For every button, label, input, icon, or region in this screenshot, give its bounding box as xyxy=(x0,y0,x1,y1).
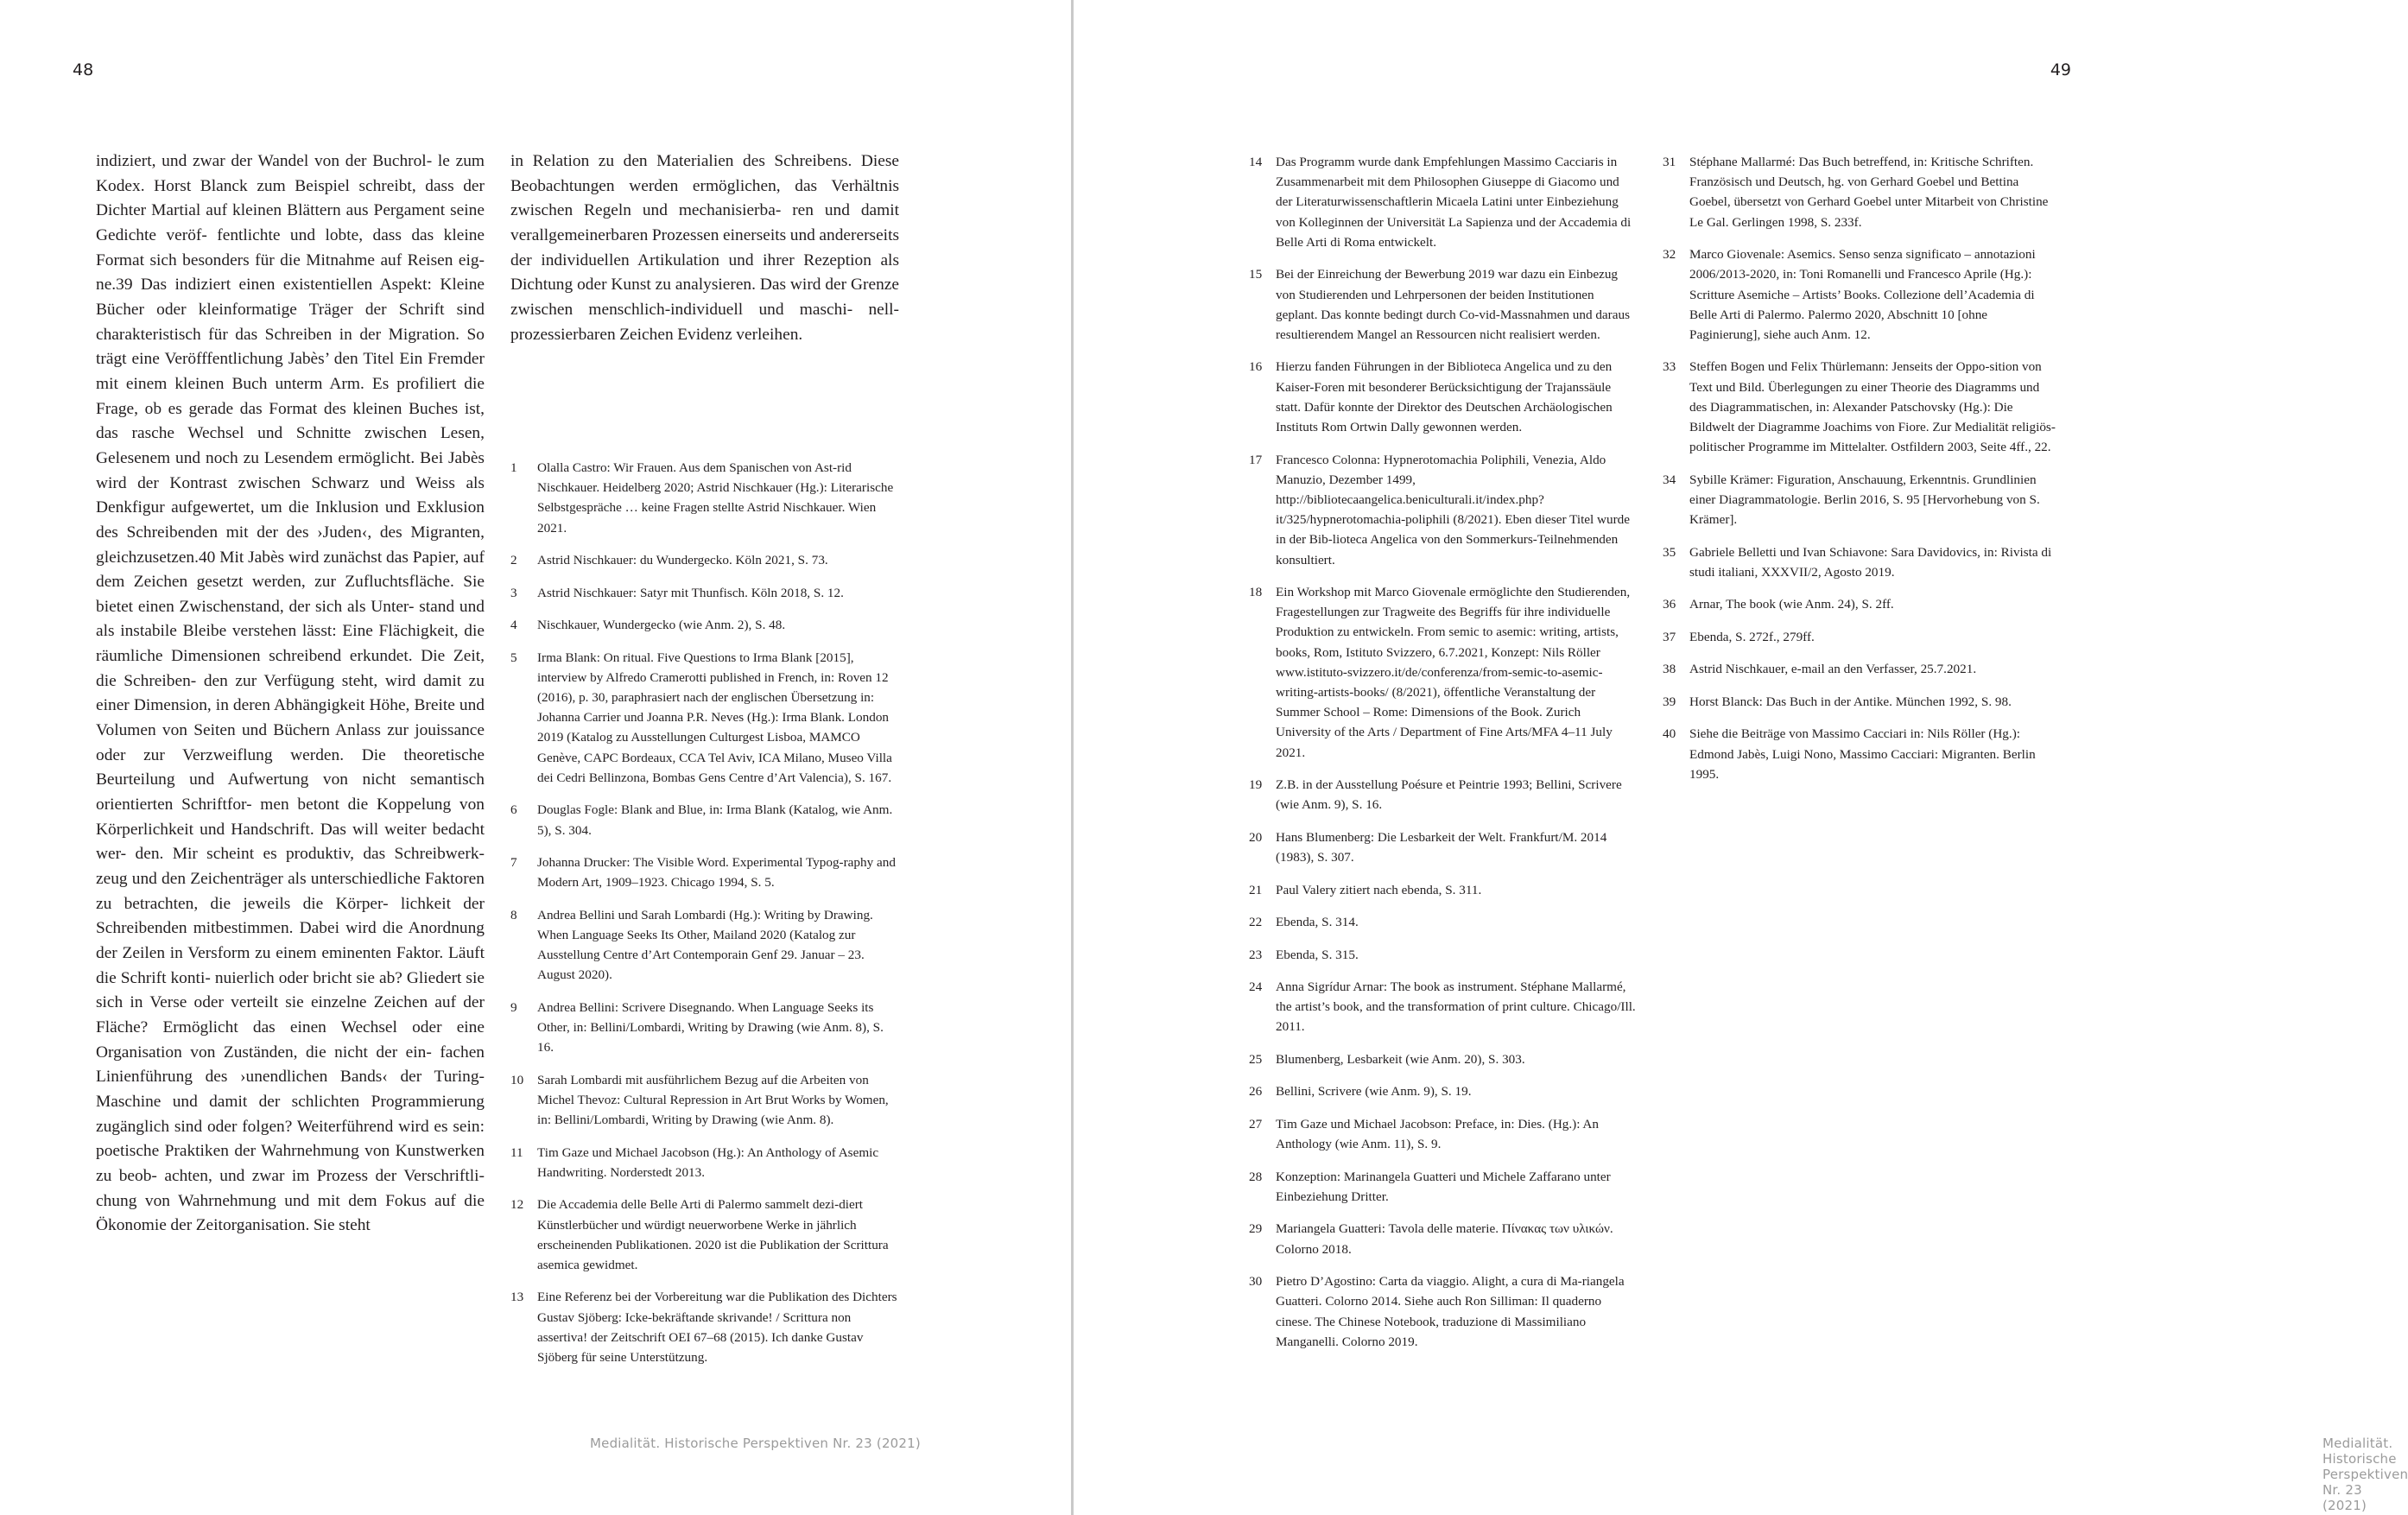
main-text-column xyxy=(96,149,485,1239)
left-page xyxy=(0,0,1071,1515)
footnote: 21 Paul Valery zitiert nach ebenda, S. 311. xyxy=(1249,882,1482,897)
footnote: 38 Astrid Nischkauer, e-mail an den Verfasser, 25.7.2021. xyxy=(1663,662,1977,677)
running-footer: Medialität. Historische Perspektiven Nr. 23 (2021) xyxy=(590,1436,921,1451)
footnote: 14 Das Programm wurde dank Empfehlungen Massimo Cacciaris in Zusammenarbeit mit dem Philosophen Giuseppe di Giacomo und der Literaturwissenschaftlerin Micaela Latini unter Einbeziehung von Kolleginnen der Universität La Sapienza und der Accademia di Belle Arti di Roma entwickelt. xyxy=(1249,155,1632,250)
footnote: 37 Ebenda, S. 272f., 279ff. xyxy=(1663,629,1815,644)
footnote: 12 Die Accademia delle Belle Arti di Palermo sammelt dezi-diert Künstlerbücher und würdigt neuerworbene Werke in jährlich erscheinenden Publikationen. 2020 ist die Publikation der Scrittura asemica gewidmet. xyxy=(510,1197,889,1272)
footnotes-left xyxy=(510,458,899,1380)
footnotes-right-column-1 xyxy=(1249,152,1638,1364)
footnote: 31 Stéphane Mallarmé: Das Buch betreffend, in: Kritische Schriften. Französisch und Deutsch, hg. von Gerhard Goebel und Bettina Goebel, übersetzt von Gerhard Goebel unter Mitarbeit von Christine Le Gal. Gerlingen 1998, S. 233f. xyxy=(1663,155,2049,230)
footnote: 29 Mariangela Guatteri: Tavola delle materie. Πίνακας των υλικών. Colorno 2018. xyxy=(1249,1221,1613,1257)
footnote: 30 Pietro D’Agostino: Carta da viaggio. Alight, a cura di Ma-riangela Guatteri. Colorno 2014. Siehe auch Ron Silliman: Il quaderno cinese. The Chinese Notebook, traduzione di Massimiliano Manganelli. Colorno 2019. xyxy=(1249,1274,1625,1349)
footnote: 5 Irma Blank: On ritual. Five Questions to Irma Blank [2015], interview by Alfredo Cramerotti published in French, in: Roven 12 (2016), p. 30, paraphrasiert nach der englischen Übersetzung in: Johanna Carrier und Joanna P.R. Neves (Hg.): Irma Blank. London 2019 (Katalog zu Ausstellungen Culturgest Lisboa, MAMCO Genève, CAPC Bordeaux, CCA Tel Aviv, ICA Milano, Museo Villa dei Cedri Bellinzona, Bombas Gens Centre d’Art Valencia), S. 167. xyxy=(510,650,892,785)
footnote: 3 Astrid Nischkauer: Satyr mit Thunfisch. Köln 2018, S. 12. xyxy=(510,585,844,600)
footnote: 36 Arnar, The book (wie Anm. 24), S. 2ff. xyxy=(1663,597,1894,612)
paragraph: indiziert, und zwar der Wandel von der Buchrol- le zum Kodex. Horst Blanck zum Beispiel schreibt, dass der Dichter Martial auf kleinen Blättern aus Pergament seine Gedichte veröf- fentlichte und lobte, dass das kleine Format sich besonders für die Mitnahme auf Reisen eig- ne.39 Das indiziert einen existentiellen Aspekt: Kleine Bücher oder kleinformatige Träger der Schrift sind charakteristisch für das Schreiben in der Migration. So trägt eine Veröfffentlichung Jabès’ den Titel Ein Fremder mit einem kleinen Buch unterm Arm. Es profiliert die Frage, ob es gerade das Format des kleinen Buches ist, das rasche Wechsel und Schnitte zwischen Lesen, Gelesenem und noch zu Lesendem ermöglicht. Bei Jabès wird der Kontrast zwischen Schwarz und Weiss als Denkfigur aufgewertet, um die Inklusion und Exklusion des Schreibenden mit der des ›Juden‹, des Migranten, gleichzusetzen.40 Mit Jabès wird zunächst das Papier, auf dem Zeichen gesetzt werden, zur Zufluchtsfläche. Sie bietet einen Zwischenstand, der sich als Unter- stand und als instabile Bleibe verstehen lässt: Eine Flächigkeit, die räumliche Dimensionen schreibend erkundet. Die Zeit, die Schreiben- den zur Verfügung steht, wird damit zu einer Dimension, in deren Abhängigkeit Höhe, Breite und Volumen von Seiten und Büchern Anlass zur jouissance oder zur Verzweiflung werden. Die theoretische Beurteilung und Aufwertung von nicht semantisch orientierten Schriftfor- men betont die Koppelung von Körperlichkeit und Handschrift. Das will weiter bedacht wer- den. Mir scheint es produktiv, das Schreibwerk- zeug und den Zeichenträger als unterschiedliche Faktoren zu betrachten, die jeweils die Körper- lichkeit der Schreibenden mitbestimmen. Dabei wird die Anordnung der Zeilen in Versform zu einem eminenten Faktor. Läuft die Schrift konti- nuierlich oder bricht sie ab? Gliedert sie sich in Verse oder verteilt sie einzelne Zeichen auf der Fläche? Ermöglicht das einen Wechsel oder eine Organisation von Zuständen, die nicht der ein- fachen Linienführung des ›unendlichen Bands‹ der Turing-Maschine und damit der schlichten Programmierung zugänglich sind oder folgen? Weiterführend wird es sein: poetische Praktiken der Wahrnehmung von Kunstwerken zu beob- achten, und zwar im Prozess der Verschriftli- chung von Wahrnehmung und mit dem Fokus auf die Ökonomie der Zeitorganisation. Sie steht xyxy=(96,152,485,1235)
footnote: 7 Johanna Drucker: The Visible Word. Experimental Typog-raphy and Modern Art, 1909–1923. Chicago 1994, S. 5. xyxy=(510,855,896,891)
running-footer: Medialität. Historische Perspektiven Nr. 23 (2021) xyxy=(2322,1436,2408,1513)
footnote: 18 Ein Workshop mit Marco Giovenale ermöglichte den Studierenden, Fragestellungen zur Tragweite des Begriffs für ihre individuelle Produktion zu entwickeln. From semic to asemic: writing, artists, books, Rom, Istituto Svizzero, 6.7.2021, Konzept: Nils Röller www.istituto-svizzero.it/de/conferenza/from-semic-to-asemic-writing-artists-books/ (8/2021), öffentliche Veranstaltung der Summer School – Rome: Dimensions of the Book. Zurich University of the Arts / Department of Fine Arts/MFA 4–11 July 2021. xyxy=(1249,585,1631,760)
footnote: 25 Blumenberg, Lesbarkeit (wie Anm. 20), S. 303. xyxy=(1249,1051,1525,1067)
footnote: 22 Ebenda, S. 314. xyxy=(1249,915,1359,930)
footnote: 34 Sybille Krämer: Figuration, Anschauung, Erkenntnis. Grundlinien einer Diagrammatologie. Berlin 2016, S. 95 [Hervorhebung von S. Krämer]. xyxy=(1663,472,2040,528)
footnote: 11 Tim Gaze und Michael Jacobson (Hg.): An Anthology of Asemic Handwriting. Norderstedt 2013. xyxy=(510,1144,879,1180)
footnote: 4 Nischkauer, Wundergecko (wie Anm. 2), S. 48. xyxy=(510,618,786,633)
footnote: 2 Astrid Nischkauer: du Wundergecko. Köln 2021, S. 73. xyxy=(510,553,828,568)
footnote: 8 Andrea Bellini und Sarah Lombardi (Hg.): Writing by Drawing. When Language Seeks Its Other, Mailand 2020 (Katalog zur Ausstellung Centre d’Art Contemporain Genf 29. Januar – 23. August 2020). xyxy=(510,907,873,983)
footnote: 24 Anna Sigrídur Arnar: The book as instrument. Stéphane Mallarmé, the artist’s book, and the transformation of print culture. Chicago/Ill. 2011. xyxy=(1249,979,1636,1035)
continued-text-column xyxy=(510,149,899,347)
footnote: 28 Konzeption: Marinangela Guatteri und Michele Zaffarano unter Einbeziehung Dritter. xyxy=(1249,1169,1611,1204)
paragraph: in Relation zu den Materialien des Schreibens. Diese Beobachtungen werden ermöglichen, das Verhältnis zwischen Regeln und mechanisierba- ren und damit verallgemeinerbaren Prozessen einerseits und andererseits der individuellen Artikulation und ihrer Rezeption als Dichtung oder Kunst zu analysieren. Das wird der Grenze zwischen menschlich-individuell und maschi- nell-prozessierbaren Zeichen Evidenz verleihen. xyxy=(510,152,900,344)
footnote: 20 Hans Blumenberg: Die Lesbarkeit der Welt. Frankfurt/M. 2014 (1983), S. 307. xyxy=(1249,829,1607,865)
footnotes-right-column-2 xyxy=(1663,152,2056,796)
footnote: 17 Francesco Colonna: Hypnerotomachia Poliphili, Venezia, Aldo Manuzio, Dezember 1499, http://bibliotecaangelica.beniculturali.it/index.php?it/325/hypnerotomachia-poliphili (8/2021). Eben dieser Titel wurde in der Bib-lioteca Angelica von den Sommerkurs-Teilnehmenden konsultiert. xyxy=(1249,452,1630,567)
footnote: 27 Tim Gaze und Michael Jacobson: Preface, in: Dies. (Hg.): An Anthology (wie Anm. 11), S. 9. xyxy=(1249,1116,1599,1152)
footnote: 26 Bellini, Scrivere (wie Anm. 9), S. 19. xyxy=(1249,1084,1472,1100)
page-number: 49 xyxy=(2050,60,2071,79)
footnote: 33 Steffen Bogen und Felix Thürlemann: Jenseits der Oppo-sition von Text und Bild. Überlegungen zu einer Theorie des Diagramms und des Diagrammatischen, in: Alexander Patschovsky (Hg.): Die Bildwelt der Diagramme Joachims von Fiore. Zur Medialität religiös-politischer Programme im Mittelalter. Ostfildern 2003, Seite 4ff., 22. xyxy=(1663,359,2056,455)
footnote: 40 Siehe die Beiträge von Massimo Cacciari in: Nils Röller (Hg.): Edmond Jabès, Luigi Nono, Massimo Cacciari: Migranten. Berlin 1995. xyxy=(1663,726,2036,782)
footnote: 23 Ebenda, S. 315. xyxy=(1249,947,1359,962)
footnote: 6 Douglas Fogle: Blank and Blue, in: Irma Blank (Katalog, wie Anm. 5), S. 304. xyxy=(510,802,893,838)
footnote: 35 Gabriele Belletti und Ivan Schiavone: Sara Davidovics, in: Rivista di studi italiani, XXXVII/2, Agosto 2019. xyxy=(1663,544,2052,580)
footnote: 16 Hierzu fanden Führungen in der Biblioteca Angelica und zu den Kaiser-Foren mit besonderer Berücksichtigung der Trajanssäule statt. Dafür konnte der Direktor des Deutschen Archäologischen Instituts Rom Ortwin Dally gewonnen werden. xyxy=(1249,359,1613,435)
footnote: 9 Andrea Bellini: Scrivere Disegnando. When Language Seeks its Other, in: Bellini/Lombardi, Writing by Drawing (wie Anm. 8), S. 16. xyxy=(510,999,884,1055)
page-number: 48 xyxy=(73,60,94,79)
footnote: 13 Eine Referenz bei der Vorbereitung war die Publikation des Dichters Gustav Sjöberg: Icke-bekräftande skrivande! / Scrittura non assertiva! der Zeitschrift OEI 67–68 (2015). Ich danke Gustav Sjöberg für seine Unterstützung. xyxy=(510,1290,897,1366)
footnote: 39 Horst Blanck: Das Buch in der Antike. München 1992, S. 98. xyxy=(1663,694,2012,709)
footnote: 19 Z.B. in der Ausstellung Poésure et Peintrie 1993; Bellini, Scrivere (wie Anm. 9), S. 16. xyxy=(1249,777,1622,813)
footnote: 1 Olalla Castro: Wir Frauen. Aus dem Spanischen von Ast-rid Nischkauer. Heidelberg 2020; Astrid Nischkauer (Hg.): Literarische Selbstgespräche … keine Fragen stellte Astrid Nischkauer. Wien 2021. xyxy=(510,460,894,536)
footnote: 32 Marco Giovenale: Asemics. Senso senza significato – annotazioni 2006/2013-2020, in: Toni Romanelli und Francesco Aprile (Hg.): Scritture Asemiche – Artists’ Books. Collezione dell’Academia di Belle Arti di Palermo. Palermo 2020, Abschnitt 10 [ohne Paginierung], siehe auch Anm. 12. xyxy=(1663,247,2036,342)
footnote: 10 Sarah Lombardi mit ausführlichem Bezug auf die Arbeiten von Michel Thevoz: Cultural Repression in Art Brut Works by Women, in: Bellini/Lombardi, Writing by Drawing (wie Anm. 8). xyxy=(510,1072,889,1128)
footnote: 15 Bei der Einreichung der Bewerbung 2019 war dazu ein Einbezug von Studierenden und Lehrpersonen der beiden Institutionen geplant. Das konnte bedingt durch Co-vid-Massnahmen und daraus resultierendem Mangel an Ressourcen nicht realisiert werden. xyxy=(1249,267,1630,342)
